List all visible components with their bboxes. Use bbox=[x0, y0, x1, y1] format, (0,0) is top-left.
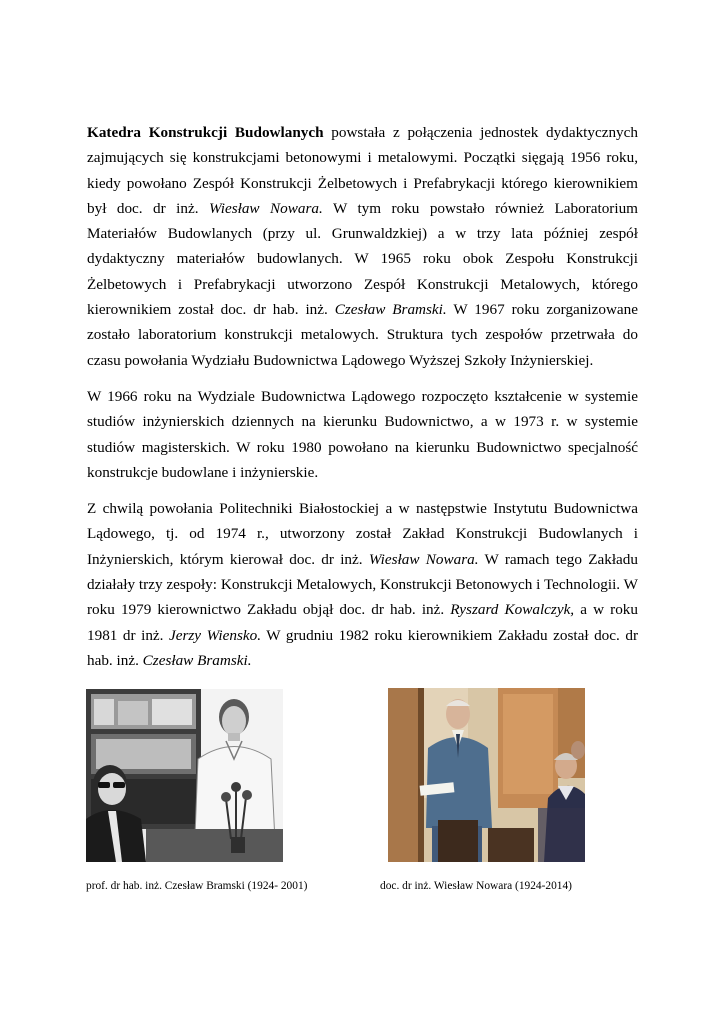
person-name: Ryszard Kowalczyk, bbox=[450, 601, 575, 619]
text-run: powstała z połączenia jednostek dydaktycznych zajmujących się konstrukcjami betonowymi i metalowymi. Początki sięgają 1956 roku, kiedy powołano Zespół Konstrukcji Żelbetowych i Prefabrykacji którego kierownikiem był doc. dr inż. bbox=[87, 124, 638, 217]
person-name: Czesław Bramski. bbox=[142, 651, 252, 669]
text-run: W grudniu 1982 roku kierownikiem Zakładu został doc. dr hab. inż. bbox=[87, 626, 638, 669]
person-name: Wiesław Nowara. bbox=[208, 199, 323, 217]
body-text bbox=[87, 120, 638, 684]
paragraph-1 bbox=[87, 120, 638, 373]
person-name: Czesław Bramski. bbox=[334, 301, 447, 319]
paragraph-2 bbox=[87, 384, 638, 485]
text-run: W 1966 roku na Wydziale Budownictwa Lądowego rozpoczęto kształcenie w systemie studiów inżynierskich dziennych na kierunku Budownictwo, a w 1973 r. w systemie studiów magisterskich. W roku 1980 powołano na kierunku Budownictwo specjalność konstrukcje budowlane i inżynierskie. bbox=[87, 387, 638, 481]
caption-bramski: prof. dr hab. inż. Czesław Bramski (1924- 2001) bbox=[86, 880, 308, 892]
person-name: Jerzy Wiensko. bbox=[169, 626, 261, 644]
text-run: a w roku 1981 dr inż. bbox=[87, 601, 638, 644]
text-run: W ramach tego Zakładu działały trzy zespoły: Konstrukcji Metalowych, Konstrukcji Betonowych i Technologii. W roku 1979 kierownictwo Zakładu objął doc. dr hab. inż. bbox=[87, 550, 638, 619]
text-run: W 1967 roku zorganizowane zostało laboratorium konstrukcji metalowych. Struktura tych zespołów przetrwała do czasu powołania Wydziału Budownictwa Lądowego Wyższej Szkoły Inżynierskiej. bbox=[87, 301, 638, 369]
text-run: Z chwilą powołania Politechniki Białostockiej a w następstwie Instytutu Budownictwa Lądowego, tj. od 1974 r., utworzony został Zakład Konstrukcji Budowlanych i Inżynierskich, którym kierował doc. dr inż. bbox=[87, 500, 638, 568]
paragraph-3 bbox=[87, 496, 638, 673]
photo-nowara-image bbox=[388, 688, 585, 862]
text-run: W tym roku powstało również Laboratorium Materiałów Budowlanych (przy ul. Grunwaldzkiej) a w trzy lata później zespół dydaktyczny materiałów budowlanych. W 1965 roku obok Zespołu Konstrukcji Żelbetowych i Prefabrykacji utworzono Zespół Konstrukcji Metalowych, którego kierownikiem został doc. dr hab. inż. bbox=[87, 199, 638, 319]
photo-bramski bbox=[86, 689, 283, 862]
person-name: Wiesław Nowara. bbox=[368, 550, 479, 568]
photo-nowara bbox=[388, 688, 585, 862]
photo-bramski-image bbox=[86, 689, 283, 862]
dept-name: Katedra Konstrukcji Budowlanych bbox=[87, 124, 324, 141]
caption-nowara: doc. dr inż. Wiesław Nowara (1924-2014) bbox=[380, 880, 572, 892]
